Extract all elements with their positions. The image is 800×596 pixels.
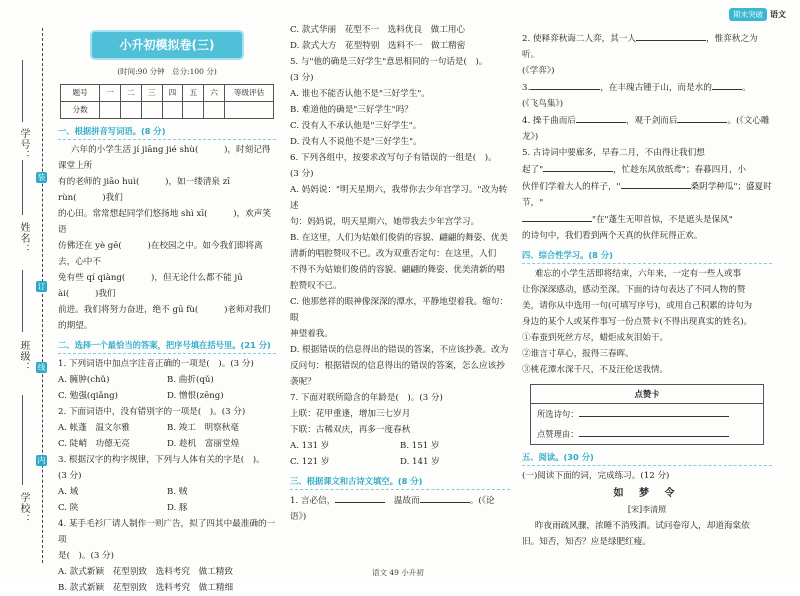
option[interactable]: D. 没有人不说他不是"三好学生"。 (290, 137, 422, 147)
option[interactable]: C. 没有人不承认他是"三好学生"。 (290, 121, 422, 131)
option[interactable]: D. 141 岁 (400, 457, 440, 467)
score-cell: 一 (100, 85, 121, 102)
source-note: (《飞鸟集》) (522, 99, 564, 109)
poem-option: ①春蚕到死丝方尽，蜡炬成灰泪始干。 (522, 333, 669, 343)
option[interactable]: B. 难道他的确是"三好学生"吗？ (290, 105, 413, 115)
like-card-reason-field[interactable] (531, 424, 763, 444)
question-score: (3 分) (58, 471, 82, 481)
question-text: 的诗句中，我们看到两个天真的伙伴玩得正欢。 (522, 231, 703, 241)
bind-dot: 装 (37, 173, 46, 182)
option-row (58, 436, 276, 452)
option[interactable]: C. 勉强(qiǎng) (58, 391, 119, 401)
option[interactable]: A. 帐蓬 温文尔雅 (58, 423, 130, 433)
fill-text: 温故而 (393, 496, 420, 506)
option-line: 袭呢？ (290, 377, 316, 387)
option-row (58, 420, 276, 436)
poem-author: [宋]李清照 (627, 505, 667, 514)
answer-blank[interactable] (522, 211, 592, 222)
exam-time: (时间:90 分钟 总分:100 分) (117, 67, 217, 76)
bind-id-line (22, 60, 23, 122)
score-cell: 题号 (61, 85, 100, 102)
option[interactable]: B. 151 岁 (400, 441, 440, 451)
exam-title: 小升初模拟卷(三) (90, 30, 244, 60)
question-score: (3 分) (290, 169, 314, 179)
fill-question (522, 79, 772, 96)
option-row (58, 388, 276, 404)
poem-option: ②谁言寸草心，报得三春晖。 (522, 349, 634, 359)
option-line: 不得不为姑娘们俊俏的容貌、翩翩的舞姿、优美清新的唱 (290, 265, 505, 275)
option[interactable]: A. 臃肿(chǔ) (58, 375, 110, 385)
fill-question (522, 178, 772, 211)
option-row (290, 454, 510, 470)
score-cell: 五 (183, 85, 204, 102)
bind-name-line (22, 160, 23, 215)
score-input-cell[interactable] (141, 102, 162, 119)
option-line[interactable]: C. 他那慈祥的眼神像深深的潭水，平静地望着我。缩句：眼 (290, 297, 508, 323)
question-text: 4. 某手毛衫厂请人制作一则广告，拟了四其中最准确的一项 (58, 519, 276, 545)
poem-option: ③桃花潭水深千尺，不及汪伦送我情。 (522, 365, 669, 375)
bind-class-line (22, 270, 23, 332)
score-cell: 三 (141, 85, 162, 102)
fill-text: 。(《论语》) (290, 496, 495, 522)
field-label: 点赞理由： (537, 429, 579, 439)
bind-dot: 线 (37, 363, 46, 372)
answer-blank[interactable] (621, 178, 691, 189)
passage-line: 有的老师的 jiāo huì( )，如一缕清泉 zī rùn( )我们 (58, 177, 231, 203)
like-card (530, 384, 764, 445)
answer-blank[interactable] (576, 112, 626, 123)
couplet-line: 上联：花甲重逢，增加三七岁月 (290, 409, 411, 419)
option-line: 腔赞叹不已。 (290, 281, 342, 291)
fill-text: 1. 言必信， (290, 496, 336, 506)
question-text: 1. 下列词语中加点字注音正确的一项是( )。(3 分) (58, 359, 254, 369)
option[interactable]: C. 陕 (58, 503, 79, 513)
fill-text: 桑阴学种瓜"；盛夏时节，" (522, 182, 772, 208)
score-input-cell[interactable] (225, 102, 274, 119)
option[interactable]: A. 款式新颖 花型别致 选料考究 做工精致 (58, 567, 233, 577)
answer-blank[interactable] (579, 426, 729, 437)
score-input-cell[interactable] (204, 102, 225, 119)
passage-line: 让你深深感动，感动至深。下面的诗句表达了不同人物的赞 (522, 285, 746, 295)
fill-text: "在"蓬生无叩首惊，不是遮头是保风" (592, 215, 733, 225)
answer-blank[interactable] (579, 406, 729, 417)
section-heading: 一、根据拼音写词语。(8 分) (58, 123, 276, 140)
fill-text: 。(《文心雕龙》) (522, 116, 770, 142)
passage-line: 仿佛还在 yè gē( )在校园之中。如今我们即将离去，心中不 (58, 241, 263, 267)
header-badge: 期末突破 (729, 8, 767, 21)
question-text: 2. 下面词语中，没有错别字的一项是( )。(3 分) (58, 407, 246, 417)
option-line: 清新的唱腔赞叹不已。改为双重否定句：在这里，人们 (290, 249, 497, 259)
fill-text: 4. 操千曲而后 (522, 116, 576, 126)
score-input-cell[interactable] (120, 102, 141, 119)
passage-line: 前进。我们将努力奋进，绝不 gū fù( )老师对我们的期望。 (58, 305, 271, 331)
field-label: 所选诗句： (537, 409, 579, 419)
fill-question (522, 30, 772, 63)
bind-dot: 订 (37, 282, 46, 291)
bind-dot: 内 (37, 456, 46, 465)
answer-blank[interactable] (530, 79, 600, 90)
question-text: 是( )。(3 分) (58, 551, 114, 561)
score-table (60, 84, 274, 119)
option-row (58, 484, 276, 500)
poem-title: 如 梦 令 (613, 488, 681, 499)
fill-question (290, 492, 510, 525)
option-row (58, 500, 276, 516)
question-text: 5. 与"他的确是三好学生"意思相同的一句话是( )。 (290, 57, 488, 67)
passage-line: 难忘的小学生活即将结束，六年来，一定有一些人或事 (534, 269, 742, 279)
score-input-cell[interactable] (100, 102, 121, 119)
score-cell: 分数 (61, 102, 100, 119)
binding-cut-line (42, 28, 43, 563)
section-heading: 五、阅读。(30 分) (522, 449, 772, 466)
answer-blank[interactable] (543, 161, 613, 172)
option[interactable]: B. 竣工 明察秋毫 (167, 423, 239, 433)
sub-heading: (一)阅读下面的词，完成练习。(12 分) (522, 471, 670, 481)
answer-blank[interactable] (712, 79, 742, 90)
bind-class-label: 班级： (18, 340, 29, 373)
option[interactable]: A. 域 (58, 487, 79, 497)
header-subject: 语文 (770, 10, 786, 19)
column-2 (290, 22, 510, 525)
fill-question (522, 211, 772, 228)
option-line[interactable]: D. 根据错误的信息得出的错误的答案，不应该抄袭。改为 (290, 345, 509, 355)
answer-blank[interactable] (335, 492, 385, 503)
score-table-header (61, 85, 274, 102)
fill-text: 3. (522, 83, 531, 93)
question-score: (3 分) (290, 73, 314, 83)
option-line: 反问句：根据错误的信息得出的错误的答案，怎么应该抄 (290, 361, 505, 371)
option-line[interactable]: B. 在这里，人们为姑娘们俊俏的容貌、翩翩的舞姿、优美 (290, 233, 509, 243)
option[interactable]: B. 贼 (167, 487, 188, 497)
option[interactable]: D. 憎恨(zēng) (167, 391, 224, 401)
column-1 (58, 22, 276, 596)
option[interactable]: B. 款式新颖 花型别致 选料考究 做工精细 (58, 583, 234, 593)
score-input-cell[interactable] (183, 102, 204, 119)
answer-blank[interactable] (677, 112, 727, 123)
score-cell: 等级评估 (225, 85, 274, 102)
fill-text: 起了" (522, 165, 544, 175)
fill-text: 2. 使释弈秋诲二人弈，其一人 (522, 34, 637, 44)
fill-text: 伙伴们学着大人的样子，" (522, 182, 621, 192)
option[interactable]: D. 款式大方 花型特别 选料不一 做工精密 (290, 41, 466, 51)
score-table-row (61, 102, 274, 119)
option[interactable]: C. 陡峭 功德无亮 (58, 439, 130, 449)
fill-text: ，惟弈秋之为听。 (522, 34, 758, 60)
bind-school-label: 学校： (18, 492, 29, 525)
source-note: (《学弈》) (522, 66, 555, 76)
score-cell: 二 (120, 85, 141, 102)
fill-text: ，忙趁东风放纸鸢"；春暮四月，小 (613, 165, 747, 175)
section-heading: 三、根据课文和古诗文填空。(8 分) (290, 473, 510, 490)
option[interactable]: D. 豚 (167, 503, 188, 513)
question-text: 5. 古诗词中要廊多，早春二月，不由得让我们想 (522, 148, 705, 158)
like-card-title: 点赞卡 (531, 385, 763, 404)
option-line: 神望着我。 (290, 329, 333, 339)
option-line[interactable]: A. 妈妈说："明天星期六，我带你去少年宫学习。"改为转述 (290, 185, 508, 211)
fill-question (522, 112, 772, 145)
passage-line: 的心田。常常想起同学们悠扬地 shì xī( )，欢声笑语 (58, 209, 271, 235)
poem-line: 昨夜雨疏风骤，浓睡不消残酒。试问卷帘人，却道海棠依 (534, 521, 750, 531)
fill-text: 。 (741, 83, 751, 93)
bind-id-label: 学号： (18, 128, 29, 161)
answer-blank[interactable] (420, 492, 470, 503)
binding-strip (0, 0, 62, 585)
section-heading: 四、综合性学习。(8 分) (522, 247, 772, 264)
option[interactable]: D. 趁机 富丽堂煌 (167, 439, 240, 449)
option[interactable]: C. 款式华丽 花型不一 选料优良 做工用心 (290, 25, 466, 35)
section-heading: 二、选择一个最恰当的答案，把序号填在括号里。(21 分) (58, 337, 276, 354)
poem-line: 旧。知否，知否？应是绿肥红瘦。 (522, 537, 651, 547)
option[interactable]: C. 121 岁 (290, 457, 330, 467)
option-line: 句：妈妈说，明天星期六，她带我去少年宫学习。 (290, 217, 480, 227)
page-header (729, 8, 786, 21)
question-text: 6. 下列各组中，按要求改写句子有错误的一组是( )。 (290, 153, 497, 163)
score-cell: 四 (162, 85, 183, 102)
score-input-cell[interactable] (162, 102, 183, 119)
answer-blank[interactable] (636, 30, 706, 41)
page-footer: 语文 49 小升初 (372, 568, 424, 577)
passage-line: 免有些 qí qiàng( )，但无论什么都不能 jū ài( )我们 (58, 273, 243, 299)
bind-name-label: 姓名： (18, 222, 29, 255)
passage-line: 身边的某个人或某件事写一份点赞卡(不得出现真实的姓名)。 (522, 317, 753, 327)
option[interactable]: A. 谁也不能否认他不是"三好学生"。 (290, 89, 430, 99)
column-3 (522, 22, 772, 550)
question-text: 7. 下面对联所隐含的年龄是( )。(3 分) (290, 393, 443, 403)
passage-line: 六年的小学生活 jí jiāng jié shù( )，时刻记得课堂上所 (58, 145, 271, 171)
passage-line: 美，请你从中选用一句(可填写序号)，或用自己积累的诗句为 (522, 301, 753, 311)
fill-text: ，在丰瑰古锺于山，而是水的 (600, 83, 712, 93)
bind-school-line (22, 395, 23, 485)
fill-question (522, 161, 772, 178)
question-text: 3. 根据汉字的构字规律，下列与人体有关的字是( )。 (58, 455, 265, 465)
score-cell: 六 (204, 85, 225, 102)
like-card-poem-field[interactable] (531, 404, 763, 424)
option[interactable]: A. 131 岁 (290, 441, 330, 451)
option[interactable]: B. 曲折(qǔ) (167, 375, 214, 385)
option-row (58, 372, 276, 388)
option-row (290, 438, 510, 454)
couplet-line: 下联：古稀双庆，再多一度春秋 (290, 425, 411, 435)
fill-text: ，观千剑而后 (625, 116, 678, 126)
